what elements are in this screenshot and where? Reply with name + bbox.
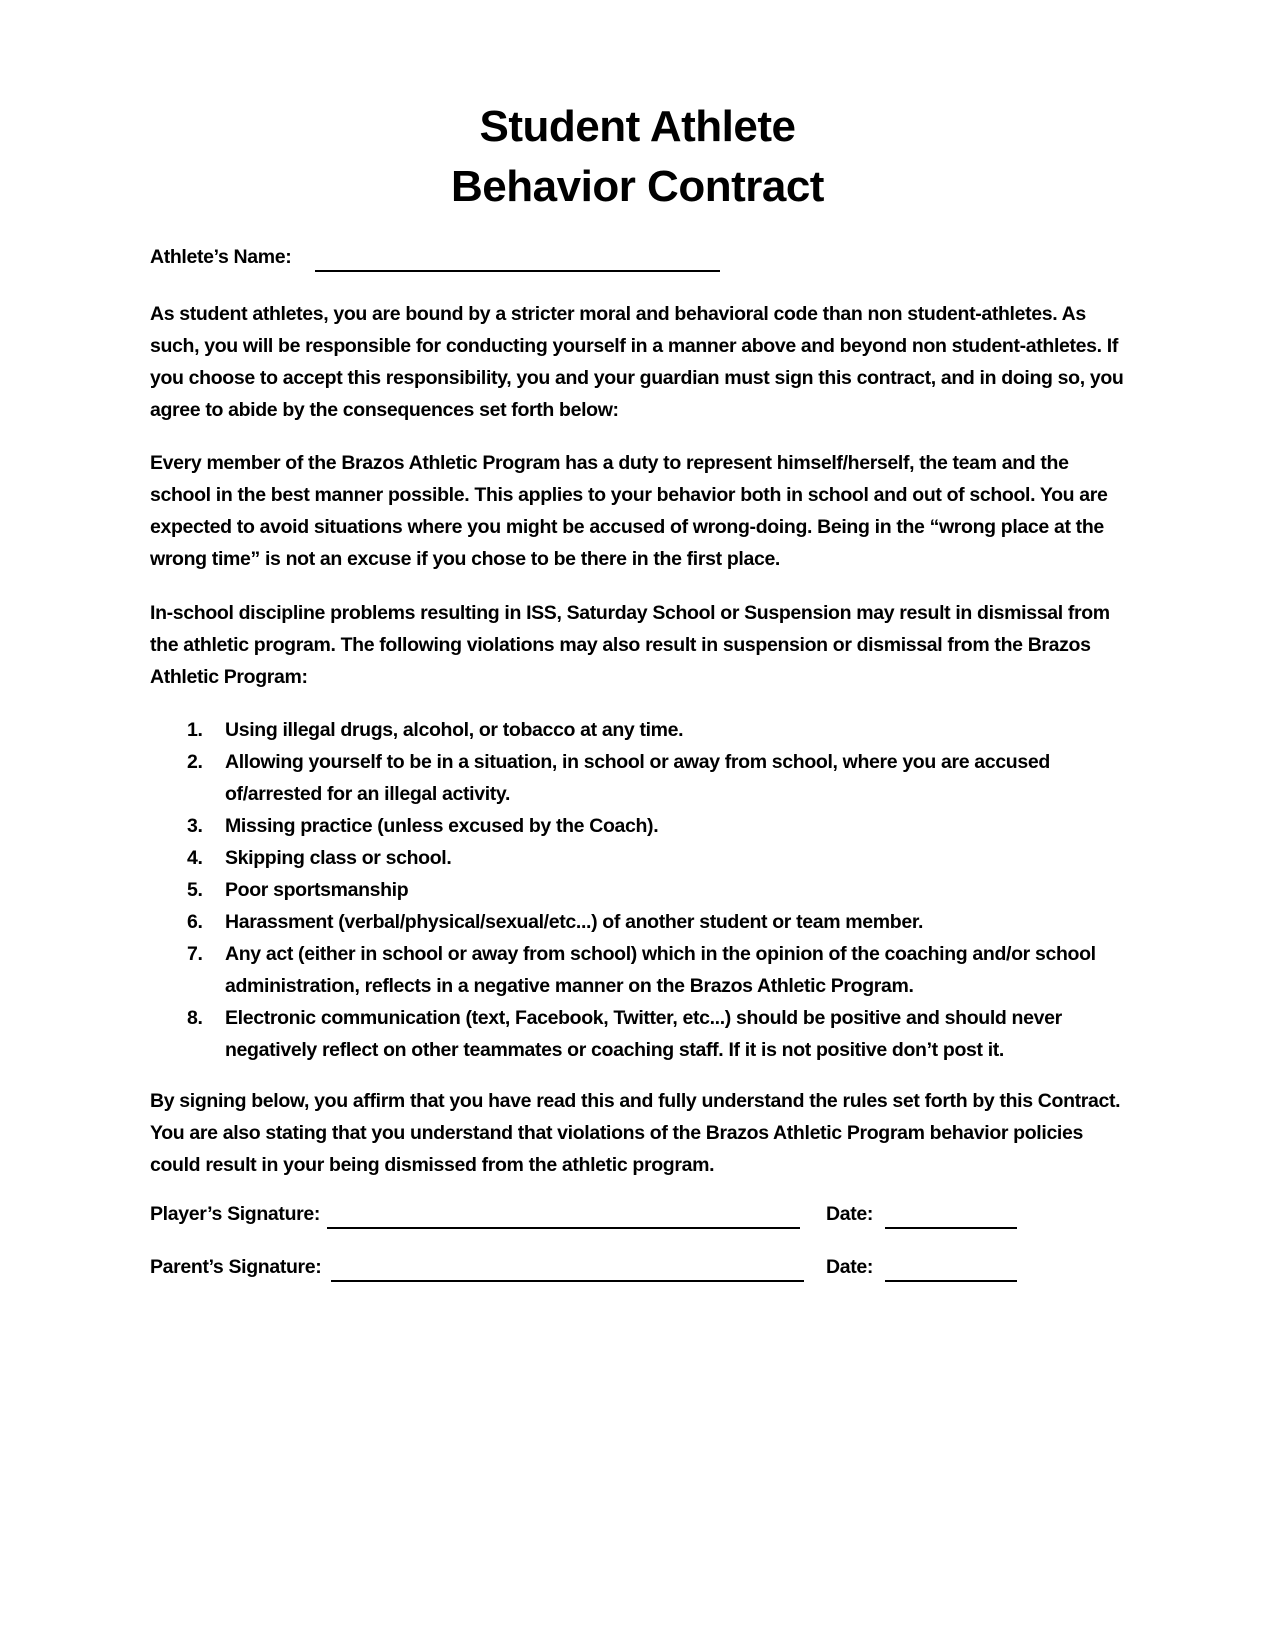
parent-signature-field[interactable] (331, 1280, 804, 1282)
parent-signature-label: Parent’s Signature: (150, 1256, 322, 1278)
list-text: Skipping class or school. (225, 847, 452, 869)
list-item (150, 906, 1125, 938)
athlete-name-field[interactable] (315, 270, 720, 272)
athlete-name-row (150, 246, 291, 269)
list-item (150, 714, 1125, 746)
discipline-paragraph: In-school discipline problems resulting in ISS, Saturday School or Suspension may result in dismissal from the athletic program. The following violations may also result in suspension or dismissal from the Brazos Athletic Program: (150, 602, 1110, 688)
list-number: 8. (187, 1007, 203, 1029)
list-item (150, 1002, 1125, 1066)
title-line-1: Student Athlete (479, 102, 796, 151)
list-text: Poor sportsmanship (225, 879, 409, 901)
violations-list (150, 714, 1125, 1066)
list-text: Any act (either in school or away from school) which in the opinion of the coaching and/or school administration, reflects in a negative manner on the Brazos Athletic Program. (225, 943, 1096, 997)
list-number: 6. (187, 911, 203, 933)
list-number: 1. (187, 719, 203, 741)
list-number: 7. (187, 943, 203, 965)
list-item (150, 810, 1125, 842)
player-date-label: Date: (826, 1203, 874, 1225)
list-item (150, 938, 1125, 1002)
list-text: Using illegal drugs, alcohol, or tobacco at any time. (225, 719, 684, 741)
player-signature-label: Player’s Signature: (150, 1203, 321, 1225)
list-item (150, 746, 1125, 810)
parent-date-label: Date: (826, 1256, 874, 1278)
list-item (150, 842, 1125, 874)
athlete-name-label: Athlete’s Name: (150, 246, 292, 268)
player-signature-field[interactable] (327, 1227, 800, 1229)
title-line-2: Behavior Contract (451, 162, 824, 211)
duty-paragraph: Every member of the Brazos Athletic Program has a duty to represent himself/herself, the team and the school in the best manner possible. This applies to your behavior both in school and out of school. You are expected to avoid situations where you might be accused of wrong-doing. Being in the “wrong place at the wrong time” is not an excuse if you chose to be there in the first place. (150, 452, 1108, 570)
list-text: Harassment (verbal/physical/sexual/etc...) of another student or team member. (225, 911, 924, 933)
list-number: 5. (187, 879, 203, 901)
intro-paragraph: As student athletes, you are bound by a stricter moral and behavioral code than non student-athletes. As such, you will be responsible for conducting yourself in a manner above and beyond non student-athletes. If you choose to accept this responsibility, you and your guardian must sign this contract, and in doing so, you agree to abide by the consequences set forth below: (150, 303, 1124, 421)
player-date-field[interactable] (885, 1227, 1017, 1229)
list-number: 2. (187, 751, 203, 773)
parent-date-field[interactable] (885, 1280, 1017, 1282)
list-text: Allowing yourself to be in a situation, in school or away from school, where you are accused of/arrested for an illegal activity. (225, 751, 1050, 805)
list-item (150, 874, 1125, 906)
list-number: 3. (187, 815, 203, 837)
affirmation-paragraph: By signing below, you affirm that you have read this and fully understand the rules set forth by this Contract. You are also stating that you understand that violations of the Brazos Athletic Program behavior policies could result in your being dismissed from the athletic program. (150, 1090, 1121, 1176)
list-text: Missing practice (unless excused by the Coach). (225, 815, 659, 837)
list-number: 4. (187, 847, 203, 869)
list-text: Electronic communication (text, Facebook, Twitter, etc...) should be positive and should never negatively reflect on other teammates or coaching staff. If it is not positive don’t post it. (225, 1007, 1062, 1061)
